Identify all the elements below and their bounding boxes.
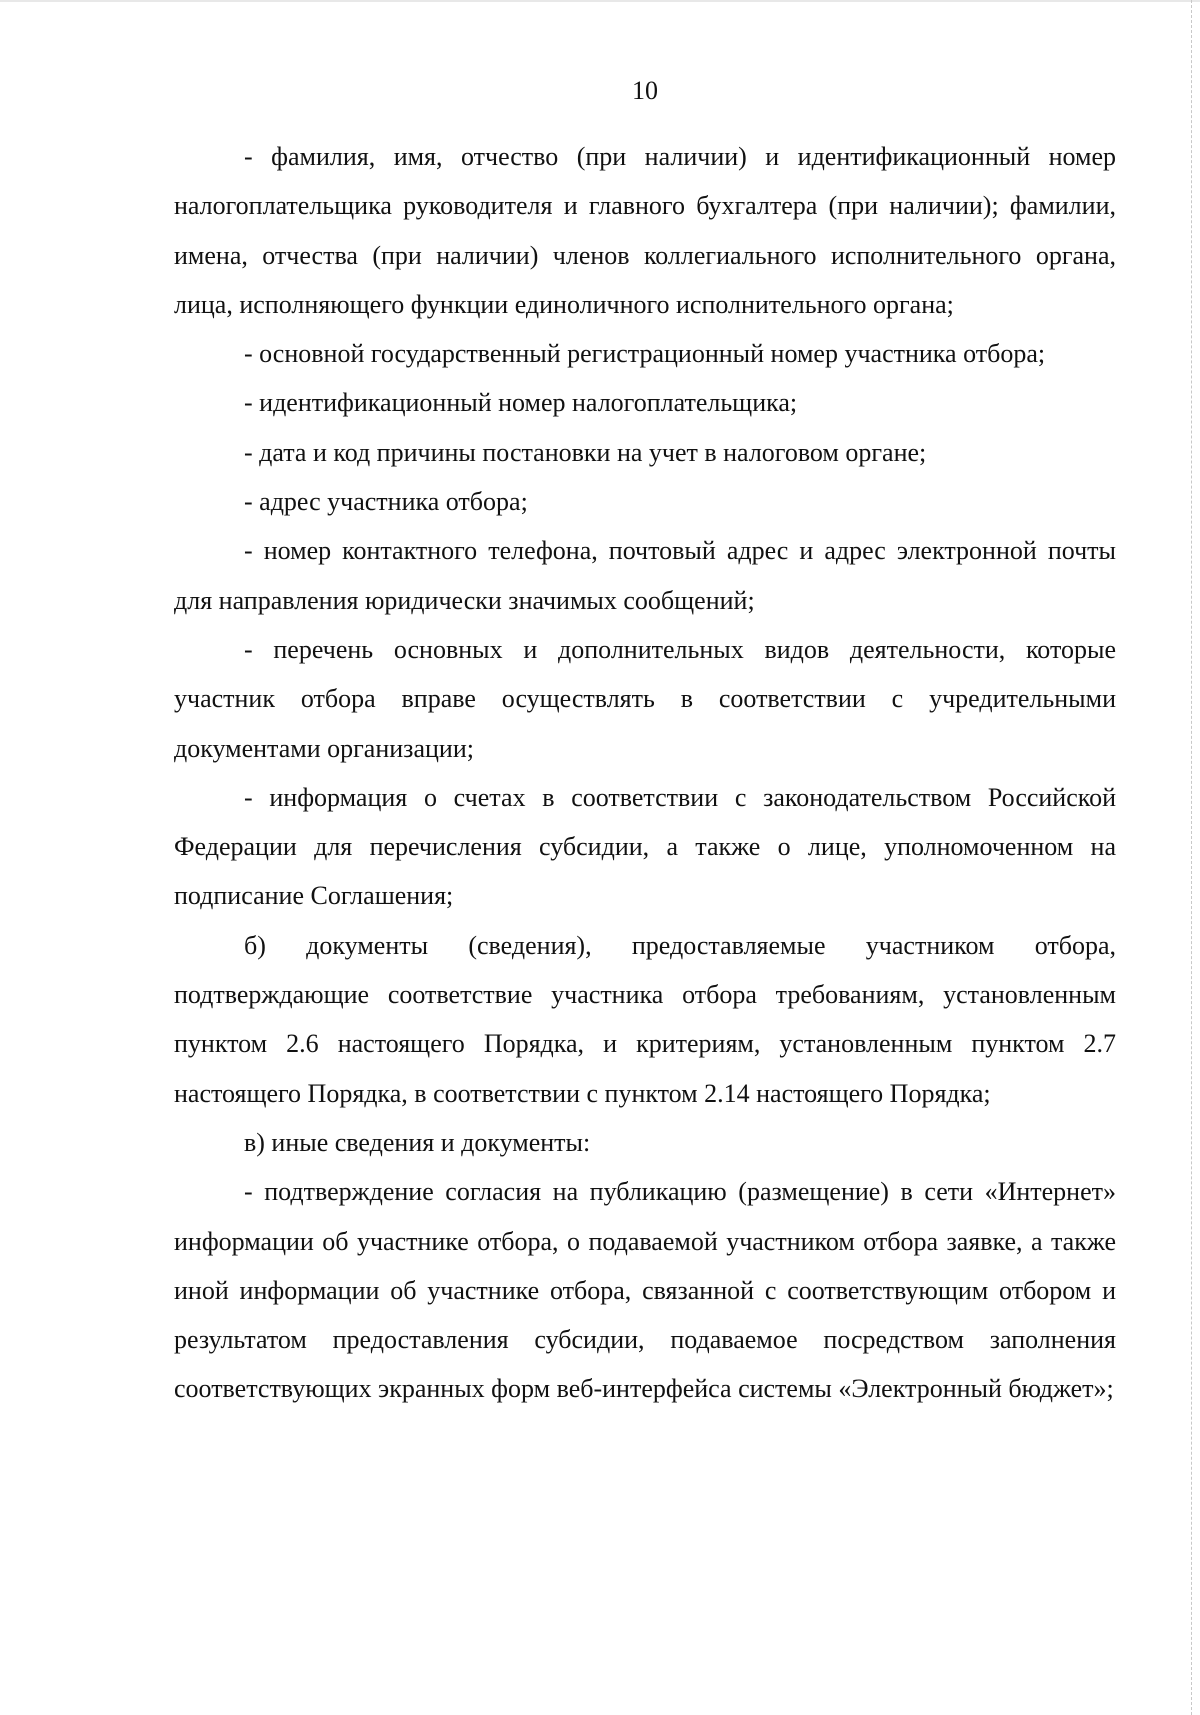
paragraph-full-names: - фамилия, имя, отчество (при наличии) и идентификационный номер налогоплательщика руководителя и главного бухгалтера (при наличии); фамилии, имена, отчества (при наличии) членов коллегиального исполнительного органа, лица, исполняющего функции единоличного исполнительного органа;: [174, 142, 1116, 319]
paragraph-ogrn: - основной государственный регистрационный номер участника отбора;: [244, 339, 1046, 369]
paragraph-c-other: в) иные сведения и документы:: [244, 1127, 591, 1157]
paragraph-kpp: - дата и код причины постановки на учет в налоговом органе;: [244, 437, 927, 467]
paragraph-contacts: - номер контактного телефона, почтовый адрес и адрес электронной почты для направления юридически значимых сообщений;: [174, 536, 1116, 615]
scan-edge-top: [0, 0, 1200, 2]
paragraph-activities: - перечень основных и дополнительных видов деятельности, которые участник отбора вправе осуществлять в соответствии с учредительными документами организации;: [174, 634, 1116, 763]
scan-edge-right: [1191, 0, 1192, 1715]
paragraph-inn: - идентификационный номер налогоплательщика;: [244, 388, 798, 418]
page-number: 10: [632, 76, 658, 105]
paragraph-accounts: - информация о счетах в соответствии с законодательством Российской Федерации для перечисления субсидии, а также о лице, уполномоченном на подписание Соглашения;: [174, 782, 1116, 911]
paragraph-b-documents: б) документы (сведения), предоставляемые участником отбора, подтверждающие соответствие участника отбора требованиям, установленным пунктом 2.6 настоящего Порядка, и критериям, установленным пунктом 2.7 настоящего Порядка, в соответствии с пунктом 2.14 настоящего Порядка;: [174, 930, 1116, 1108]
body-text: [174, 132, 1116, 1414]
paragraph-consent: - подтверждение согласия на публикацию (размещение) в сети «Интернет» информации об участнике отбора, о подаваемой участником отбора заявке, а также иной информации об участнике отбора, связанной с соответствующим отбором и результатом предоставления субсидии, подаваемое посредством заполнения соответствующих экранных форм веб-интерфейса системы «Электронный бюджет»;: [174, 1177, 1116, 1404]
paragraph-address: - адрес участника отбора;: [244, 487, 528, 517]
